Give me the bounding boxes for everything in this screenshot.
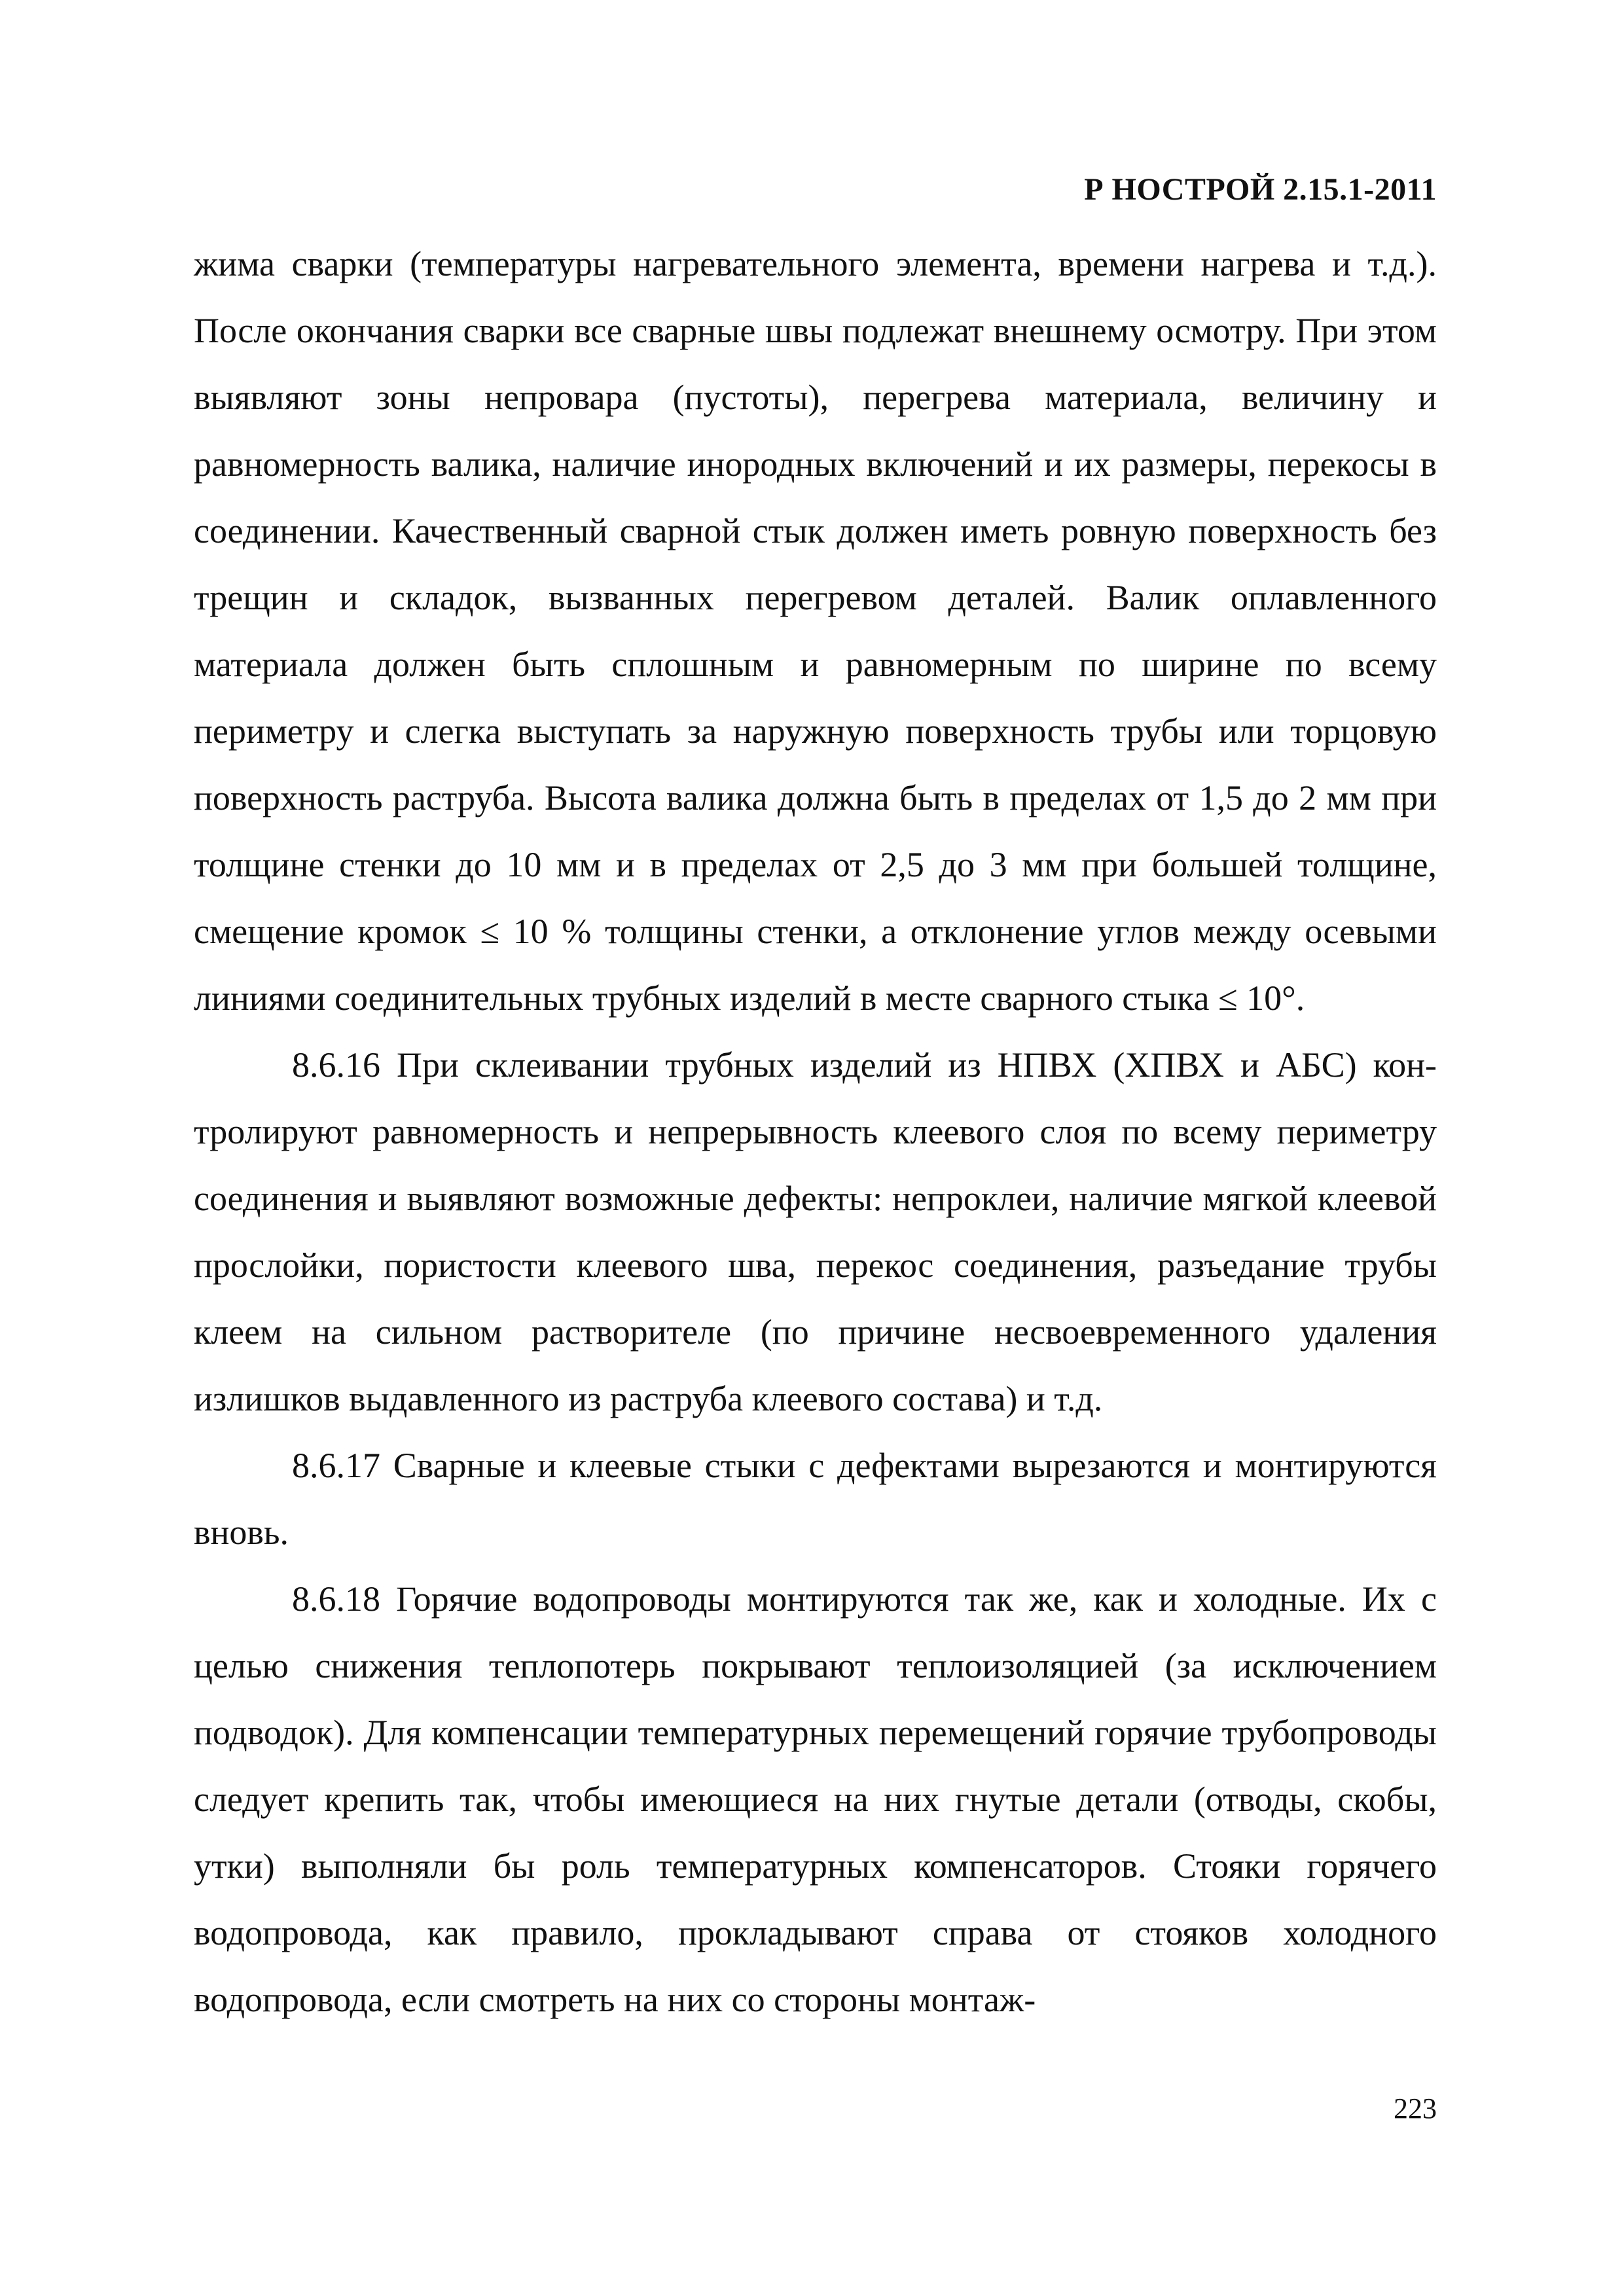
document-code-header: Р НОСТРОЙ 2.15.1-2011: [1084, 172, 1437, 207]
paragraph-welding-inspection: жима сварки (температуры нагревательного элемента, времени нагрева и т.д.). После окончания сварки все сварные швы подлежат внешнему осмотру. При этом выявляют зоны непровара (пустоты), перегрева материала, величину и равномерность валика, наличие инородных включений и их размеры, перекосы в соединении. Качественный сварной стык должен иметь ровную поверхность без трещин и складок, вызванных перегревом деталей. Валик оплавленного материала должен быть сплошным и равномерным по ширине по всему периметру и слегка выступать за наружную поверхность трубы или торцовую поверхность раструба. Высота валика должна быть в пределах от 1,5 до 2 мм при толщине стенки до 10 мм и в пределах от 2,5 до 3 мм при большей толщине, смещение кромок ≤ 10 % толщины стенки, а отклонение углов между осевыми линиями соединительных трубных изделий в месте сварного стыка ≤ 10°.: [194, 244, 1437, 1018]
body-text: [194, 230, 1437, 2033]
page-number: 223: [1394, 2092, 1437, 2125]
paragraph-8-6-18: 8.6.18 Горячие водопроводы монтируются так же, как и холодные. Их с целью снижения теплопотерь покрывают теплоизоляцией (за исключением подводок). Для компенсации температурных перемещений горячие трубопроводы следует крепить так, чтобы имеющиеся на них гнутые детали (отводы, скобы, утки) выполняли бы роль температурных компенсаторов. Стояки горячего водопровода, как правило, прокладывают справа от стояков холодного водопровода, если смотреть на них со стороны монтаж-: [194, 1579, 1437, 2019]
paragraph-8-6-17: 8.6.17 Сварные и клеевые стыки с дефектами вырезаются и монтируются вновь.: [194, 1446, 1437, 1552]
paragraph-8-6-16: 8.6.16 При склеивании трубных изделий из НПВХ (ХПВХ и АБС) контролируют равномерность и непрерывность клеевого слоя по всему периметру соединения и выявляют возможные дефекты: непроклеи, наличие мягкой клеевой прослойки, пористости клеевого шва, перекос соединения, разъедание трубы клеем на сильном растворителе (по причине несвоевременного удаления излишков выдавленного из раструба клеевого состава) и т.д.: [194, 1045, 1437, 1418]
